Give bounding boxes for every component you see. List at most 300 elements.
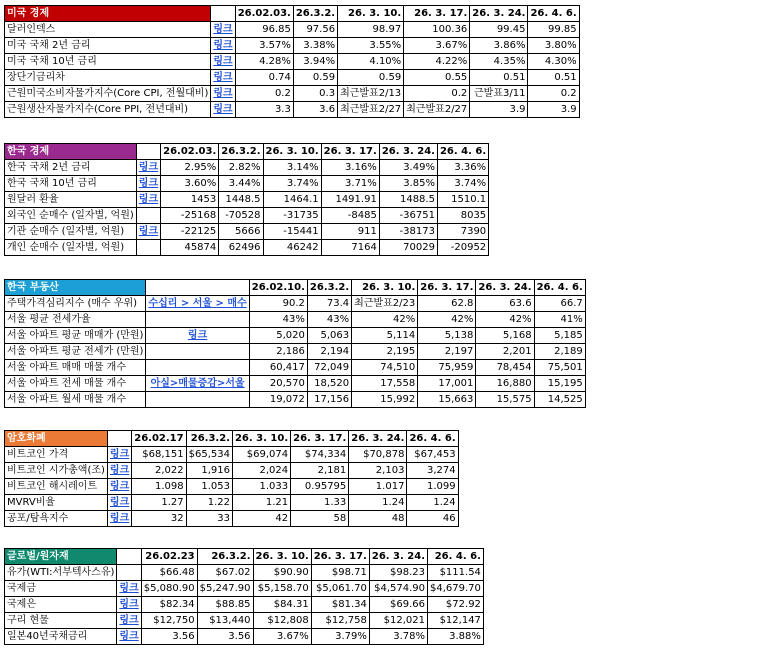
value-cell: 15,575 (476, 392, 534, 408)
value-cell: 75,959 (418, 360, 476, 376)
value-cell: 1510.1 (437, 192, 488, 208)
value-cell: 42 (232, 511, 290, 527)
value-cell: 1491.91 (321, 192, 379, 208)
value-cell: -25168 (161, 208, 219, 224)
value-cell: 62.8 (418, 296, 476, 312)
value-cell: 33 (186, 511, 232, 527)
row-label: 공포/탐욕지수 (5, 511, 108, 527)
row-link-empty (146, 312, 249, 328)
value-cell: $88.85 (197, 597, 253, 613)
value-cell: 72,049 (307, 360, 351, 376)
value-cell: 4.30% (528, 54, 579, 70)
row-link[interactable]: 링크 (117, 629, 141, 645)
row-link[interactable]: 링크 (146, 328, 249, 344)
row-link[interactable]: 링크 (117, 613, 141, 629)
value-cell: 3.67% (404, 38, 470, 54)
value-cell: 18,520 (307, 376, 351, 392)
row-link-empty (146, 344, 249, 360)
value-cell: 4.10% (338, 54, 404, 70)
value-cell: 1.099 (407, 479, 458, 495)
table-row (5, 192, 489, 208)
value-cell: 100.36 (404, 22, 470, 38)
value-cell: 32 (132, 511, 186, 527)
date-header: 26. 3. 24. (369, 549, 427, 565)
value-cell: 99.45 (470, 22, 528, 38)
value-cell: -8485 (321, 208, 379, 224)
row-label: MVRV비율 (5, 495, 108, 511)
value-cell: 2,194 (307, 344, 351, 360)
value-cell: 5,138 (418, 328, 476, 344)
value-cell: 73.4 (307, 296, 351, 312)
date-header: 26.02.10. (249, 280, 307, 296)
value-cell: 3.56 (197, 629, 253, 645)
value-cell: 1464.1 (263, 192, 321, 208)
value-cell: 2,022 (132, 463, 186, 479)
value-cell: -70528 (219, 208, 263, 224)
table-row (5, 296, 586, 312)
date-header: 26.3.2. (197, 549, 253, 565)
value-cell: $12,021 (369, 613, 427, 629)
row-link[interactable]: 링크 (107, 479, 131, 495)
row-link[interactable]: 링크 (107, 463, 131, 479)
value-cell: $4,574.90 (369, 581, 427, 597)
value-cell: 2.95% (161, 160, 219, 176)
date-header: 26. 3. 17. (291, 431, 349, 447)
value-cell: 19,072 (249, 392, 307, 408)
row-label: 서울 아파트 전세 매물 개수 (5, 376, 146, 392)
value-cell: -15441 (263, 224, 321, 240)
value-cell: 3.56 (141, 629, 197, 645)
table-row (5, 613, 484, 629)
row-link-empty (136, 240, 160, 256)
section-table (4, 143, 489, 256)
value-cell: 43% (249, 312, 307, 328)
value-cell: $5,158.70 (253, 581, 311, 597)
date-header: 26. 3. 24. (349, 431, 407, 447)
value-cell: 1.33 (291, 495, 349, 511)
row-link[interactable]: 링크 (107, 511, 131, 527)
value-cell: 근발표3/11 (470, 86, 528, 102)
table-row (5, 176, 489, 192)
value-cell: 3.85% (379, 176, 437, 192)
value-cell: 42% (476, 312, 534, 328)
table-row (5, 344, 586, 360)
value-cell: 17,001 (418, 376, 476, 392)
section-re (4, 279, 586, 408)
value-cell: $5,061.70 (311, 581, 369, 597)
value-cell: $70,878 (349, 447, 407, 463)
table-row (5, 597, 484, 613)
value-cell: 48 (349, 511, 407, 527)
header-blank-cell (211, 6, 235, 22)
value-cell: -38173 (379, 224, 437, 240)
row-label: 미국 국채 2년 금리 (5, 38, 211, 54)
section-crypto (4, 430, 459, 527)
row-label: 달러인덱스 (5, 22, 211, 38)
value-cell: 0.51 (528, 70, 579, 86)
value-cell: 3.67% (253, 629, 311, 645)
row-link[interactable]: 아실>매물증감>서울 (146, 376, 249, 392)
row-label: 한국 국채 10년 금리 (5, 176, 137, 192)
value-cell: 5,114 (352, 328, 418, 344)
section-header-row (5, 280, 586, 296)
row-link[interactable]: 링크 (136, 192, 160, 208)
row-label: 장단기금리차 (5, 70, 211, 86)
table-row (5, 102, 580, 118)
table-row (5, 629, 484, 645)
table-row (5, 208, 489, 224)
value-cell: $12,750 (141, 613, 197, 629)
row-link[interactable]: 링크 (136, 160, 160, 176)
section-title: 한국 부동산 (5, 280, 146, 296)
value-cell: 16,880 (476, 376, 534, 392)
value-cell: 1.033 (232, 479, 290, 495)
value-cell: -31735 (263, 208, 321, 224)
value-cell: $67.02 (197, 565, 253, 581)
value-cell: 46242 (263, 240, 321, 256)
value-cell: 97.56 (293, 22, 337, 38)
row-link-empty (146, 360, 249, 376)
value-cell: 3.55% (338, 38, 404, 54)
value-cell: 3.44% (219, 176, 263, 192)
value-cell: 15,663 (418, 392, 476, 408)
value-cell: 5,168 (476, 328, 534, 344)
value-cell: 2,024 (232, 463, 290, 479)
date-header: 26. 3. 10. (263, 144, 321, 160)
section-global (4, 548, 484, 645)
row-link[interactable]: 링크 (211, 38, 235, 54)
date-header: 26. 3. 10. (352, 280, 418, 296)
date-header: 26. 3. 24. (470, 6, 528, 22)
section-us (4, 5, 580, 118)
table-row (5, 328, 586, 344)
value-cell: 46 (407, 511, 458, 527)
table-row (5, 581, 484, 597)
row-label: 서울 아파트 월세 매물 개수 (5, 392, 146, 408)
value-cell: 0.59 (338, 70, 404, 86)
value-cell: 3.88% (428, 629, 484, 645)
value-cell: 70029 (379, 240, 437, 256)
value-cell: 14,525 (534, 392, 585, 408)
value-cell: $13,440 (197, 613, 253, 629)
date-header: 26. 4. 6. (437, 144, 488, 160)
value-cell: 2,186 (249, 344, 307, 360)
row-label: 국제금 (5, 581, 117, 597)
value-cell: 5,063 (307, 328, 351, 344)
section-table (4, 279, 586, 408)
value-cell: $90.90 (253, 565, 311, 581)
value-cell: 20,570 (249, 376, 307, 392)
value-cell: 2,189 (534, 344, 585, 360)
value-cell: 99.85 (528, 22, 579, 38)
value-cell: $72.92 (428, 597, 484, 613)
value-cell: $12,808 (253, 613, 311, 629)
value-cell: 1.017 (349, 479, 407, 495)
date-header: 26. 3. 24. (379, 144, 437, 160)
row-link[interactable]: 링크 (117, 581, 141, 597)
table-row (5, 160, 489, 176)
row-label: 구리 현물 (5, 613, 117, 629)
value-cell: 0.2 (528, 86, 579, 102)
table-row (5, 565, 484, 581)
value-cell: 3.9 (528, 102, 579, 118)
value-cell: 41% (534, 312, 585, 328)
table-row (5, 511, 459, 527)
date-header: 26. 3. 24. (476, 280, 534, 296)
table-row (5, 392, 586, 408)
value-cell: 3.38% (293, 38, 337, 54)
value-cell: $81.34 (311, 597, 369, 613)
value-cell: 2,103 (349, 463, 407, 479)
date-header: 26. 3. 17. (311, 549, 369, 565)
table-row (5, 70, 580, 86)
value-cell: 최근발표2/13 (338, 86, 404, 102)
table-row (5, 447, 459, 463)
row-label: 서울 아파트 평균 매매가 (만원) (5, 328, 146, 344)
value-cell: 7164 (321, 240, 379, 256)
value-cell: 4.28% (235, 54, 293, 70)
value-cell: 63.6 (476, 296, 534, 312)
date-header: 26. 4. 6. (534, 280, 585, 296)
table-row (5, 54, 580, 70)
value-cell: 0.3 (293, 86, 337, 102)
value-cell: 75,501 (534, 360, 585, 376)
section-header-row (5, 6, 580, 22)
value-cell: 3.14% (263, 160, 321, 176)
value-cell: $5,080.90 (141, 581, 197, 597)
date-header: 26. 3. 17. (404, 6, 470, 22)
date-header: 26. 4. 6. (428, 549, 484, 565)
value-cell: $12,758 (311, 613, 369, 629)
value-cell: 3.9 (470, 102, 528, 118)
table-row (5, 360, 586, 376)
value-cell: 3.16% (321, 160, 379, 176)
value-cell: 15,992 (352, 392, 418, 408)
row-label: 한국 국채 2년 금리 (5, 160, 137, 176)
table-row (5, 479, 459, 495)
value-cell: 15,195 (534, 376, 585, 392)
header-blank-cell (117, 549, 141, 565)
row-label: 서울 평균 전세가율 (5, 312, 146, 328)
table-row (5, 376, 586, 392)
value-cell: 1453 (161, 192, 219, 208)
header-blank-cell (136, 144, 160, 160)
row-label: 유가(WTI:서부텍사스유) (5, 565, 117, 581)
row-link-empty (146, 392, 249, 408)
value-cell: $12,147 (428, 613, 484, 629)
row-label: 근원생산자물가지수(Core PPI, 전년대비) (5, 102, 211, 118)
row-label: 국제은 (5, 597, 117, 613)
section-header-row (5, 144, 489, 160)
row-link[interactable]: 링크 (107, 447, 131, 463)
date-header: 26. 3. 10. (253, 549, 311, 565)
value-cell: 45874 (161, 240, 219, 256)
value-cell: $84.31 (253, 597, 311, 613)
value-cell: -22125 (161, 224, 219, 240)
section-table (4, 430, 459, 527)
date-header: 26. 3. 10. (232, 431, 290, 447)
value-cell: 17,558 (352, 376, 418, 392)
row-link[interactable]: 링크 (211, 102, 235, 118)
section-title: 한국 경제 (5, 144, 137, 160)
value-cell: -20952 (437, 240, 488, 256)
value-cell: 4.35% (470, 54, 528, 70)
value-cell: 7390 (437, 224, 488, 240)
value-cell: 3.80% (528, 38, 579, 54)
value-cell: 74,510 (352, 360, 418, 376)
value-cell: 최근발표2/27 (338, 102, 404, 118)
value-cell: 1.21 (232, 495, 290, 511)
date-header: 26.3.2. (186, 431, 232, 447)
value-cell: 1.22 (186, 495, 232, 511)
date-header: 26. 3. 10. (338, 6, 404, 22)
value-cell: 0.2 (404, 86, 470, 102)
value-cell: 43% (307, 312, 351, 328)
value-cell: 96.85 (235, 22, 293, 38)
row-label: 근원미국소비자물가지수(Core CPI, 전월대비) (5, 86, 211, 102)
date-header: 26.3.2. (293, 6, 337, 22)
value-cell: 0.95795 (291, 479, 349, 495)
value-cell: 42% (418, 312, 476, 328)
row-label: 서울 아파트 평균 전세가 (만원) (5, 344, 146, 360)
date-header: 26.3.2. (307, 280, 351, 296)
row-link[interactable]: 링크 (211, 86, 235, 102)
row-label: 비트코인 시가총액(조) (5, 463, 108, 479)
value-cell: $68,151 (132, 447, 186, 463)
table-row (5, 312, 586, 328)
value-cell: $74,334 (291, 447, 349, 463)
row-link[interactable]: 링크 (107, 495, 131, 511)
value-cell: 1.053 (186, 479, 232, 495)
value-cell: 1488.5 (379, 192, 437, 208)
row-label: 비트코인 가격 (5, 447, 108, 463)
value-cell: $65,534 (186, 447, 232, 463)
table-row (5, 38, 580, 54)
value-cell: 98.97 (338, 22, 404, 38)
value-cell: $69,074 (232, 447, 290, 463)
row-label: 개인 순매수 (일자별, 억원) (5, 240, 137, 256)
value-cell: 911 (321, 224, 379, 240)
value-cell: 2.82% (219, 160, 263, 176)
value-cell: 2,197 (418, 344, 476, 360)
value-cell: 3.94% (293, 54, 337, 70)
value-cell: 2,195 (352, 344, 418, 360)
value-cell: 3.78% (369, 629, 427, 645)
value-cell: 3.74% (437, 176, 488, 192)
value-cell: 0.74 (235, 70, 293, 86)
value-cell: $66.48 (141, 565, 197, 581)
value-cell: 3.86% (470, 38, 528, 54)
row-link[interactable]: 링크 (211, 54, 235, 70)
value-cell: 78,454 (476, 360, 534, 376)
table-row (5, 22, 580, 38)
section-header-row (5, 431, 459, 447)
table-row (5, 495, 459, 511)
value-cell: $111.54 (428, 565, 484, 581)
value-cell: 1.098 (132, 479, 186, 495)
value-cell: $98.71 (311, 565, 369, 581)
date-header: 26.02.03. (161, 144, 219, 160)
value-cell: 3.57% (235, 38, 293, 54)
value-cell: 3.36% (437, 160, 488, 176)
row-label: 일본40년국채금리 (5, 629, 117, 645)
value-cell: 60,417 (249, 360, 307, 376)
row-label: 기관 순매수 (일자별, 억원) (5, 224, 137, 240)
section-title: 글로벌/원자재 (5, 549, 117, 565)
value-cell: $82.34 (141, 597, 197, 613)
value-cell: 4.22% (404, 54, 470, 70)
row-label: 서울 아파트 매매 매물 개수 (5, 360, 146, 376)
value-cell: 0.2 (235, 86, 293, 102)
value-cell: 17,156 (307, 392, 351, 408)
row-link[interactable]: 링크 (136, 224, 160, 240)
value-cell: 3.49% (379, 160, 437, 176)
value-cell: 66.7 (534, 296, 585, 312)
value-cell: 62496 (219, 240, 263, 256)
value-cell: -36751 (379, 208, 437, 224)
date-header: 26.02.23 (141, 549, 197, 565)
value-cell: 90.2 (249, 296, 307, 312)
value-cell: 5666 (219, 224, 263, 240)
row-label: 외국인 순매수 (일자별, 억원) (5, 208, 137, 224)
date-header: 26.02.03. (235, 6, 293, 22)
row-link-empty (117, 565, 141, 581)
value-cell: 0.51 (470, 70, 528, 86)
table-row (5, 224, 489, 240)
value-cell: 2,181 (291, 463, 349, 479)
value-cell: 1.24 (407, 495, 458, 511)
row-link[interactable]: 링크 (211, 22, 235, 38)
date-header: 26.02.17 (132, 431, 186, 447)
value-cell: 42% (352, 312, 418, 328)
date-header: 26. 4. 6. (407, 431, 458, 447)
value-cell: 3.71% (321, 176, 379, 192)
value-cell: $69.66 (369, 597, 427, 613)
section-table (4, 5, 580, 118)
row-link[interactable]: 링크 (136, 176, 160, 192)
value-cell: $4,679.70 (428, 581, 484, 597)
value-cell: 5,020 (249, 328, 307, 344)
date-header: 26. 4. 6. (528, 6, 579, 22)
value-cell: 3.6 (293, 102, 337, 118)
value-cell: 5,185 (534, 328, 585, 344)
section-table (4, 548, 484, 645)
value-cell: 58 (291, 511, 349, 527)
row-link[interactable]: 링크 (211, 70, 235, 86)
row-link[interactable]: 수십리 > 서울 > 매수 (146, 296, 249, 312)
date-header: 26.3.2. (219, 144, 263, 160)
value-cell: 1.27 (132, 495, 186, 511)
table-row (5, 86, 580, 102)
row-label: 비트코인 해시레이트 (5, 479, 108, 495)
row-label: 원달러 환율 (5, 192, 137, 208)
value-cell: 최근발표2/23 (352, 296, 418, 312)
row-link[interactable]: 링크 (117, 597, 141, 613)
header-blank-cell (107, 431, 131, 447)
value-cell: 1,916 (186, 463, 232, 479)
value-cell: 0.55 (404, 70, 470, 86)
value-cell: 8035 (437, 208, 488, 224)
table-row (5, 463, 459, 479)
value-cell: 3.79% (311, 629, 369, 645)
value-cell: 최근발표2/27 (404, 102, 470, 118)
section-kr (4, 143, 489, 256)
table-row (5, 240, 489, 256)
value-cell: 3,274 (407, 463, 458, 479)
value-cell: $98.23 (369, 565, 427, 581)
value-cell: 3.74% (263, 176, 321, 192)
value-cell: 1.24 (349, 495, 407, 511)
